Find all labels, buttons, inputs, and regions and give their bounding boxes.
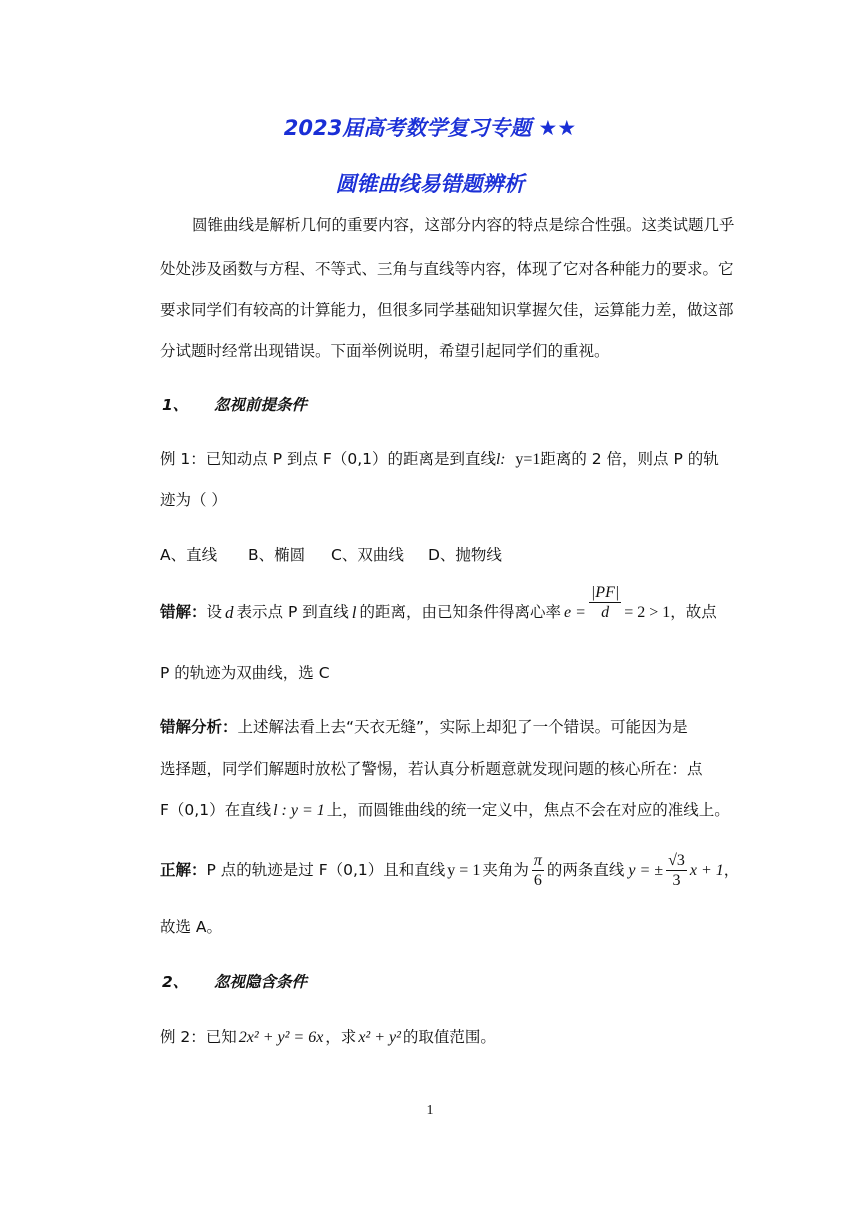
option-c: C、双曲线 [331,546,404,564]
example-2-text-3: 的取值范围。 [402,1028,496,1046]
line-equation-lhs: y = ± [628,861,664,879]
fraction-denominator: d [601,603,610,621]
example-2-equation: 2x² + y² = 6x [238,1029,324,1046]
example-1-line-2: 迹为（ ） [160,491,227,509]
section-1-number: 1、 [162,396,189,414]
wrong-solution-text-2: 表示点 P 到直线 [236,603,349,622]
intro-line-2: 处处涉及函数与方程、不等式、三角与直线等内容，体现了它对各种能力的要求。它 [160,260,734,278]
document-subtitle: 圆锥曲线易错题辨析 [335,172,525,196]
slope-fraction [666,852,687,890]
option-a: A、直线 [160,546,218,564]
slope-numerator: √3 [668,852,685,869]
intro-line-4: 分试题时经常出现错误。下面举例说明，希望引起同学们的重视。 [160,342,610,360]
wrong-solution-l: l [351,603,357,623]
angle-fraction [532,852,544,890]
correct-solution-line-1 [160,852,739,890]
example-2-text-2: ，求 [325,1028,357,1046]
analysis-line-2: 选择题，同学们解题时放松了警惕，若认真分析题意就发现问题的核心所在：点 [160,760,703,778]
wrong-solution-d: d [225,603,234,623]
wrong-solution-e: e = [563,603,586,621]
intro-line-1: 圆锥曲线是解析几何的重要内容，这部分内容的特点是综合性强。这类试题几乎 [192,216,735,234]
correct-solution-comma: ， [723,861,740,880]
analysis-text-3a: F（0,1）在直线 [160,801,272,819]
page-number: 1 [426,1103,434,1118]
wrong-solution-text-3: 的距离，由已知条件得离心率 [359,603,561,622]
example-1-equation: y=1 [515,451,541,468]
analysis-label: 错解分析： [160,718,238,736]
eccentricity-fraction [589,584,621,622]
example-2-line [160,1030,496,1046]
correct-solution-eq: y = 1 [447,861,481,879]
correct-solution-text-2: 夹角为 [482,861,529,880]
example-2-expression: x² + y² [358,1029,401,1046]
wrong-solution-text-4: ，故点 [670,603,717,622]
analysis-math: l : y = 1 [273,802,325,819]
correct-solution-line-2: 故选 A。 [160,918,223,936]
section-2-number: 2、 [162,973,189,991]
analysis-text-1: 上述解法看上去“天衣无缝”，实际上却犯了一个错误。可能因为是 [237,718,688,736]
angle-denominator: 6 [533,871,542,889]
analysis-line-3 [160,803,730,819]
wrong-solution-rest: = 2 > 1 [624,603,671,621]
fraction-numerator: |PF| [590,584,620,601]
example-1-prefix: 例 1：已知动点 P 到点 F（0,1）的距离是到直线 [160,450,496,468]
wrong-solution-line-1 [160,584,717,623]
wrong-solution-line-2: P 的轨迹为双曲线，选 C [160,664,330,682]
wrong-solution-label: 错解： [160,603,207,622]
example-1-line-l: l: [495,451,506,468]
example-1-line-1 [160,452,719,468]
section-1-title: 忽视前提条件 [214,396,308,414]
document-title: 2023届高考数学复习专题 ★★ [283,116,577,140]
analysis-line-1 [160,720,688,736]
analysis-text-3b: 上，而圆锥曲线的统一定义中，焦点不会在对应的准线上。 [326,801,730,819]
slope-denominator: 3 [672,871,681,889]
angle-numerator: π [533,852,542,869]
intro-line-3: 要求同学们有较高的计算能力，但很多同学基础知识掌握欠佳，运算能力差，做这部 [160,301,734,319]
example-1-suffix: 距离的 2 倍，则点 P 的轨 [540,450,719,468]
option-d: D、抛物线 [428,546,502,564]
line-equation-rhs: x + 1 [689,861,724,879]
correct-solution-label: 正解： [160,861,207,880]
correct-solution-text-3: 的两条直线 [546,861,625,880]
correct-solution-text-1: P 点的轨迹是过 F（0,1）且和直线 [206,861,446,880]
option-b: B、椭圆 [248,546,306,564]
section-2-title: 忽视隐含条件 [214,973,308,991]
example-2-text-1: 例 2：已知 [160,1028,237,1046]
wrong-solution-text-1: 设 [206,603,223,622]
